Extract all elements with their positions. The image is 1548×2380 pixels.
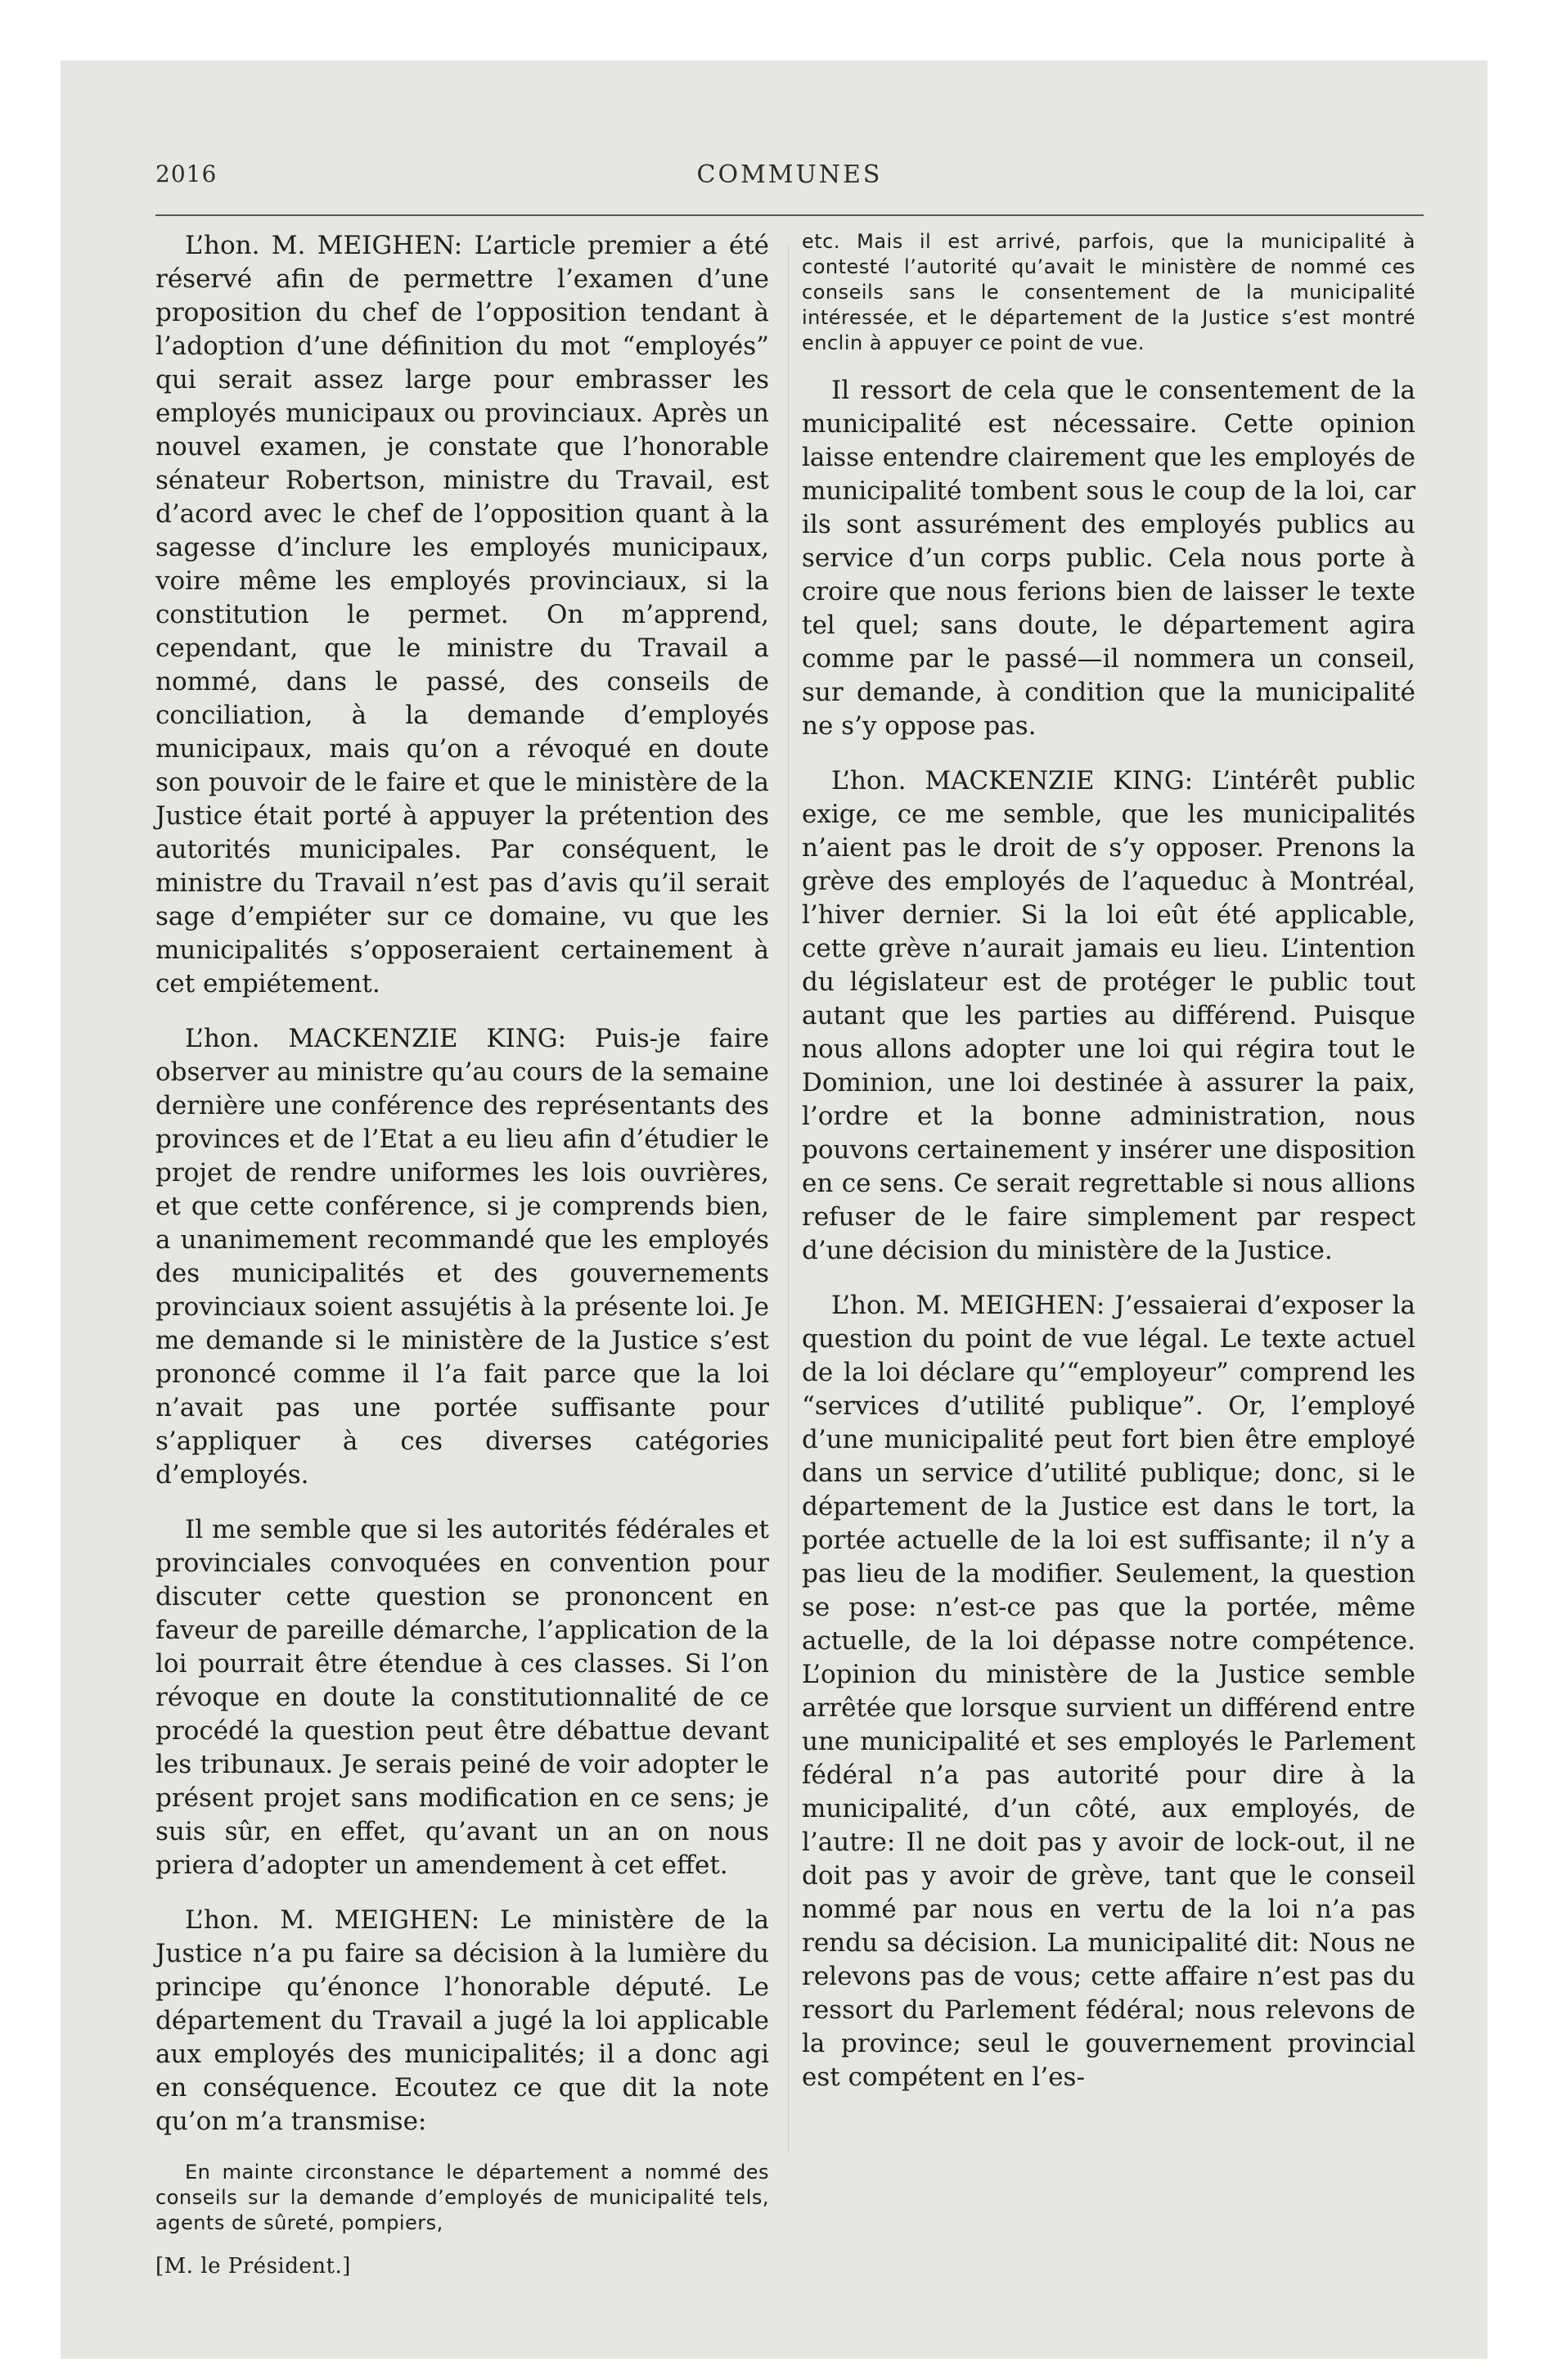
paragraph: L’hon. M. MEIGHEN: L’article premier a été réservé afin de permettre l’examen d’une proposition du chef de l’opposition tendant à l’adoption d’une définition du mot “employés” qui serait assez large pour embrasser les employés municipaux ou provinciaux. Après un nouvel examen, je constate que l’honorable sénateur Robertson, ministre du Travail, est d’acord avec le chef de l’opposition quant à la sagesse d’inclure les employés municipaux, voire même les employés provinciaux, si la constitution le permet. On m’apprend, cependant, que le ministre du Travail a nommé, dans le passé, des conseils de conciliation, à la demande d’employés municipaux, mais qu’on a révoqué en doute son pouvoir de le faire et que le ministère de la Justice était porté à appuyer la prétention des autorités municipales. Par conséquent, le ministre du Travail n’est pas d’avis qu’il serait sage d’empiéter sur ce domaine, vu que les municipalités s’opposeraient certainement à cet empiétement.: [155, 231, 769, 998]
column-divider: [788, 246, 789, 2152]
page-number: 2016: [155, 160, 218, 187]
paragraph: Il me semble que si les autorités fédérales et provinciales convoquées en convention pour discuter cette question se prononcent en faveur de pareille démarche, l’application de la loi pourrait être étendue à ces classes. Si l’on révoque en doute la constitutionnalité de ce procédé la question peut être débattue devant les tribunaux. Je serais peiné de voir adopter le présent projet sans modification en ce sens; je suis sûr, en effet, qu’avant un an on nous priera d’adopter un amendement à cet effet.: [155, 1515, 769, 1880]
header-rule: [155, 214, 1424, 216]
right-column: [802, 229, 1415, 2116]
footer-note: [M. le Président.]: [155, 2254, 351, 2279]
quoted-note-continued: etc. Mais il est arrivé, parfois, que la municipalité à contesté l’autorité qu’avait le ministère de nommé ces conseils sans le consentement de la municipalité intéressée, et le département de la Justice s’est montré enclin à appuyer ce point de vue.: [802, 230, 1415, 354]
page-header: [155, 156, 1424, 196]
paragraph: L’hon. M. MEIGHEN: J’essaierai d’exposer la question du point de vue légal. Le texte actuel de la loi déclare qu’“employeur” comprend les “services d’utilité publique”. Or, l’employé d’une municipalité peut fort bien être employé dans un service d’utilité publique; donc, si le département de la Justice est dans le tort, la portée actuelle de la loi est suffisante; il n’y a pas lieu de la modifier. Seulement, la question se pose: n’est-ce pas que la portée, même actuelle, de la loi dépasse notre compétence. L’opinion du ministère de la Justice semble arrêtée que lorsque survient un différend entre une municipalité et ses employés le Parlement fédéral n’a pas autorité pour dire à la municipalité, d’un côté, aux employés, de l’autre: Il ne doit pas y avoir de lock-out, il ne doit pas y avoir de grève, tant que le conseil nommé par nous en vertu de la loi n’a pas rendu sa décision. La municipalité dit: Nous ne relevons pas de vous; cette affaire n’est pas du ressort du Parlement fédéral; nous relevons de la province; seul le gouvernement provincial est compétent en l’es-: [802, 1291, 1415, 2092]
left-column: [155, 229, 769, 2279]
paragraph: Il ressort de cela que le consentement de la municipalité est nécessaire. Cette opinion laisse entendre clairement que les employés de municipalité tombent sous le coup de la loi, car ils sont assurément des employés publics au service d’un corps public. Cela nous porte à croire que nous ferions bien de laisser le texte tel quel; sans doute, le département agira comme par le passé—il nommera un conseil, sur demande, à condition que la municipalité ne s’y oppose pas.: [802, 376, 1415, 741]
paragraph: L’hon. MACKENZIE KING: Puis-je faire observer au ministre qu’au cours de la semaine dernière une conférence des représentants des provinces et de l’Etat a eu lieu afin d’étudier le projet de rendre uniformes les lois ouvrières, et que cette conférence, si je comprends bien, a unanimement recommandé que les employés des municipalités et des gouvernements provinciaux soient assujétis à la présente loi. Je me demande si le ministère de la Justice s’est prononcé comme il l’a fait parce que la loi n’avait pas une portée suffisante pour s’appliquer à ces diverses catégories d’employés.: [155, 1024, 769, 1490]
paragraph: L’hon. MACKENZIE KING: L’intérêt public exige, ce me semble, que les municipalités n’aient pas le droit de s’y opposer. Prenons la grève des employés de l’aqueduc à Montréal, l’hiver dernier. Si la loi eût été applicable, cette grève n’aurait jamais eu lieu. L’intention du législateur est de protéger le public tout autant que les parties au différend. Puisque nous allons adopter une loi qui régira tout le Dominion, une loi destinée à assurer la paix, l’ordre et la bonne administration, nous pouvons certainement y insérer une disposition en ce sens. Ce serait regrettable si nous allions refuser de le faire simplement par respect d’une décision du ministère de la Justice.: [802, 766, 1415, 1265]
quoted-note: En mainte circonstance le département a nommé des conseils sur la demande d’employés de municipalité tels, agents de sûreté, pompiers,: [155, 2161, 769, 2234]
running-head: COMMUNES: [696, 160, 883, 189]
paragraph: L’hon. M. MEIGHEN: Le ministère de la Justice n’a pu faire sa décision à la lumière du principe qu’énonce l’honorable député. Le département du Travail a jugé la loi applicable aux employés des municipalités; il a donc agi en conséquence. Ecoutez ce que dit la note qu’on m’a transmise:: [155, 1905, 769, 2136]
